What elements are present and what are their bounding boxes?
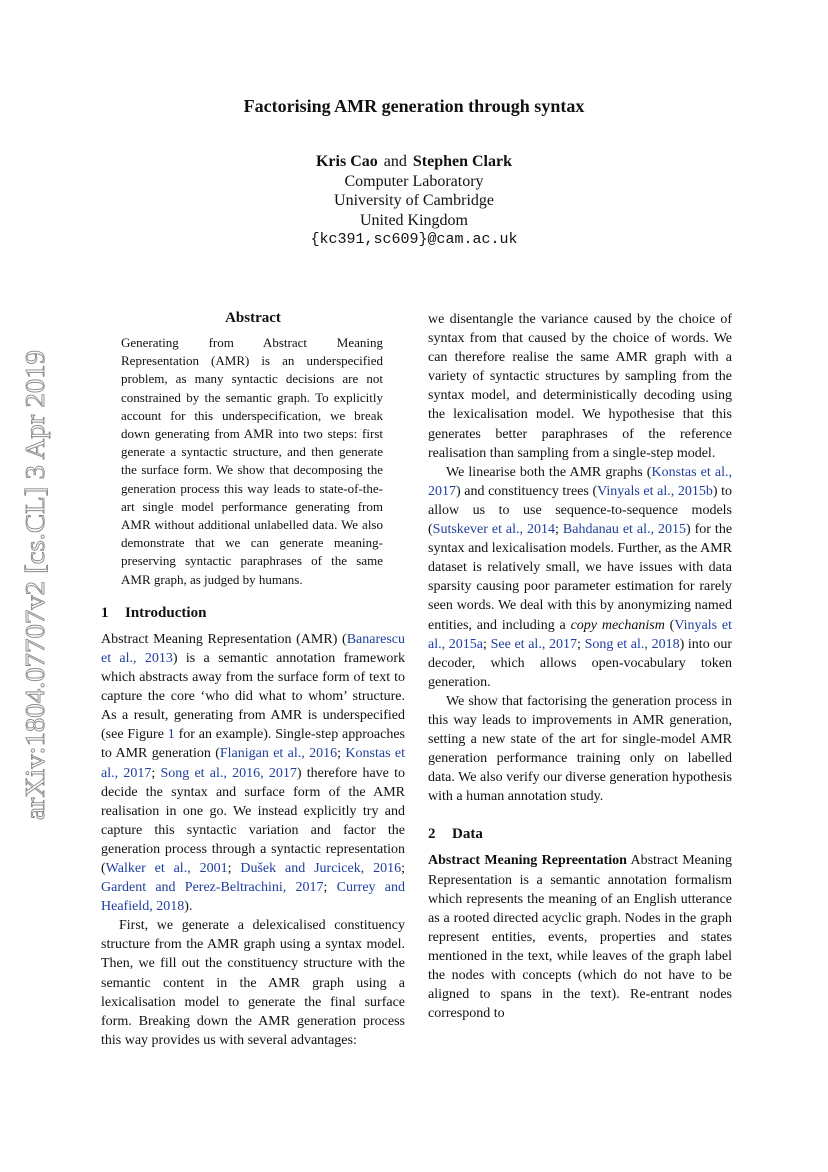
citation-link[interactable]: Currey and Heafield, 2018	[101, 880, 405, 915]
citation-link[interactable]: Gardent and Perez-Beltrachini, 2017	[101, 880, 324, 896]
citation-link[interactable]: Bahdanau et al., 2015	[562, 522, 686, 538]
intro-paragraph-2-continued: we disentangle the variance caused by the choice of syntax from that caused by the choice of words. We can therefore realise the same AMR graph with a variety of syntactic structures by sampling from the syntax model, and deterministically decoding using the lexicalisation model. We hypothesise that this generates better paraphrases of the reference realisation than sampling from a single-step model.	[428, 312, 732, 461]
section-heading-introduction	[101, 605, 405, 622]
citation-link[interactable]: Banarescu et al., 2013	[101, 631, 405, 666]
citation-link[interactable]: Sutskever et al., 2014	[432, 522, 556, 538]
text-run: ) into our decoder, which allows open-vocabulary token generation.	[428, 636, 733, 690]
text-run: ).	[184, 899, 193, 915]
text-run: ;	[401, 860, 405, 876]
data-paragraph-1	[428, 851, 732, 1023]
text-run: ;	[151, 765, 161, 781]
section-title: Data	[452, 826, 483, 843]
abstract-text: Generating from Abstract Meaning Representation (AMR) is an underspecified problem, as many syntactic decisions are not constrained by the semantic graph. To explicitly account for this underspecification, we break down generating from AMR into two steps: first generate a syntactic structure, and then generate the surface form. We show that decomposing the generation process this way leads to state-of-the-art single model performance generating from AMR without additional unlabelled data. We also demonstrate that we can generate meaning-preserving syntactic paraphrases of the same AMR graph, as judged by humans.	[121, 335, 383, 587]
citation-link[interactable]: See et al., 2017	[490, 636, 577, 652]
text-run: ;	[323, 880, 337, 896]
citation-link[interactable]: Dušek and Jurcicek, 2016	[240, 860, 402, 876]
author-and: and	[383, 153, 407, 170]
text-run: ) for the syntax and lexicalisation models. Further, as the AMR dataset is relatively small, we have issues with data sparsity causing poor parameter estimation for rarely seen words. We deal with this by anonymizing named entities, and including a	[428, 522, 733, 633]
text-run: ;	[555, 522, 563, 538]
text-run: We linearise both the AMR graphs (	[446, 464, 652, 480]
text-run: ;	[577, 636, 585, 652]
section-number: 1	[101, 604, 109, 621]
author-2: Stephen Clark	[412, 153, 512, 170]
citation-link[interactable]: Konstas et al., 2017	[428, 464, 732, 499]
paragraph-runin-heading: Abstract Meaning Repreentation	[428, 853, 627, 869]
intro-paragraph-4: We show that factorising the generation process in this way leads to improvements in AMR generation, setting a new state of the art for single-model AMR generation performance training only on labelled data. We also verify our diverse generation hypothesis with a human annotation study.	[428, 693, 732, 805]
citation-link[interactable]: Vinyals et al., 2015a	[428, 617, 732, 652]
affiliation-line: University of Cambridge	[334, 192, 494, 209]
text-run: ) and constituency trees (	[456, 483, 598, 499]
citation-link[interactable]: Flanigan et al., 2016	[219, 746, 338, 762]
text-run: Abstract Meaning Representation is a semantic annotation formalism which represents the meaning of an English utterance as a rooted directed acyclic graph. Nodes in the graph represent entities, events, properties and states mentioned in the text, while leaves of the graph label the nodes with concepts (which do not have to be aligned to spans in the text). Re-entrant nodes correspond to	[428, 853, 732, 1022]
arxiv-stamp-svg	[14, 345, 54, 825]
intro-paragraph-1	[101, 630, 405, 916]
right-column	[428, 310, 732, 1023]
text-run: ;	[483, 636, 491, 652]
arxiv-stamp	[14, 345, 54, 825]
author-block	[0, 152, 828, 250]
intro-paragraph-3	[428, 463, 732, 692]
author-names	[0, 152, 828, 172]
text-run: ) therefore have to decide the syntax and surface form of the AMR realisation in one go. We instead explicitly try and capture this syntactic variation and factor the generation process through a syntactic representation (	[101, 765, 406, 876]
section-number: 2	[428, 826, 436, 843]
text-run: for an example). Single-step approaches to AMR generation (	[101, 727, 405, 762]
citation-link[interactable]: Vinyals et al., 2015b	[597, 483, 713, 499]
section-title: Introduction	[125, 604, 207, 621]
section-heading-data	[428, 826, 732, 843]
text-run: ;	[227, 860, 241, 876]
text-run: ) to allow us to use sequence-to-sequence models (	[428, 483, 732, 538]
abstract-heading: Abstract	[225, 310, 281, 326]
affiliation-line: Computer Laboratory	[344, 172, 484, 190]
figure-ref-link[interactable]: 1	[167, 727, 175, 743]
paper-title: Factorising AMR generation through syntax	[243, 96, 585, 116]
emphasis-text: copy mechanism	[570, 617, 665, 633]
citation-link[interactable]: Konstas et al., 2017	[101, 746, 406, 781]
citation-link[interactable]: Song et al., 2018	[584, 636, 680, 652]
text-run: ) is a semantic annotation framework which abstracts away from the surface form of text to capture the core ‘who did what to whom’ structure. As a result, generating from AMR is underspecified (see Figure	[101, 650, 405, 743]
text-run: Abstract Meaning Representation (AMR) (	[101, 631, 347, 647]
intro-paragraph-2: First, we generate a delexicalised constituency structure from the AMR graph using a syntax model. Then, we fill out the constituency structure with the semantic content in the AMR graph using a lexicalisation model to generate the final surface form. Breaking down the AMR generation process this way provides us with several advantages:	[101, 918, 405, 1048]
citation-link[interactable]: Song et al., 2016, 2017	[160, 765, 297, 781]
author-email: {kc391,sc609}@cam.ac.uk	[310, 231, 518, 248]
author-1: Kris Cao	[315, 153, 378, 170]
text-run: ;	[337, 746, 346, 762]
citation-link[interactable]: Walker et al., 2001	[105, 860, 228, 876]
affiliation-line: United Kingdom	[360, 211, 468, 229]
text-run: (	[664, 617, 675, 633]
arxiv-id: arXiv:1804.07707v2 [cs.CL] 3 Apr 2019	[20, 379, 50, 820]
left-column	[101, 310, 405, 1050]
